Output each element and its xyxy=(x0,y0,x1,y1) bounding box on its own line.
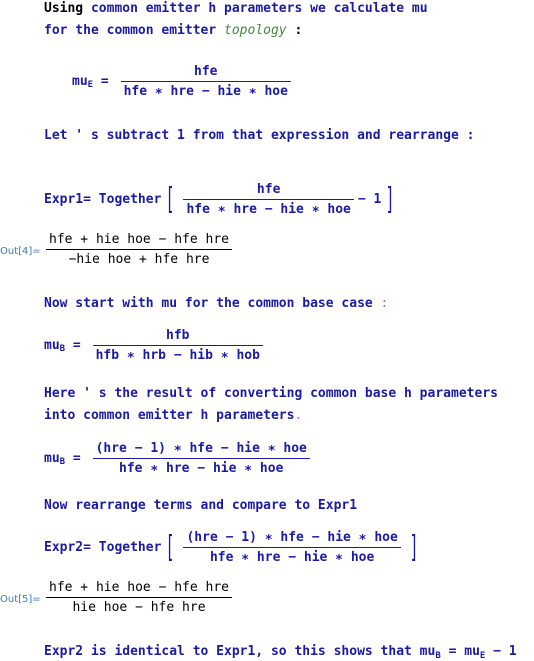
mub2-denominator: hfe ∗ hre − hie ∗ hoe xyxy=(119,461,284,477)
mub2-numerator: (hre − 1) ∗ hfe − hie ∗ hoe xyxy=(95,441,307,456)
right-bracket: ] xyxy=(385,181,395,217)
mub2-lhs: mu xyxy=(44,451,60,467)
intro-line2-b: : xyxy=(286,23,303,38)
expr1-together: = Together xyxy=(83,192,162,208)
mue-numerator: hfe xyxy=(194,64,218,79)
expr1-fraction xyxy=(183,182,353,217)
out4-fraction xyxy=(46,232,232,267)
mue-fraction xyxy=(121,64,291,99)
rearrange-text: Now rearrange terms and compare to Expr1 xyxy=(44,498,358,513)
out5-denominator: hie hoe − hfe hre xyxy=(72,600,206,616)
equals-sign: = xyxy=(65,338,89,354)
equals-sign: = xyxy=(93,74,117,90)
out5-fraction xyxy=(46,580,232,615)
common-base-colon: : xyxy=(372,296,389,311)
conclusion-sub-b: B xyxy=(435,651,441,661)
expr2-together: = Together xyxy=(83,540,162,556)
expr1-denominator: hfe ∗ hre − hie ∗ hoe xyxy=(186,202,351,218)
mub2-fraction xyxy=(93,441,310,476)
output-cell-out5[interactable] xyxy=(42,580,236,615)
mue-denominator: hfe ∗ hre − hie ∗ hoe xyxy=(123,84,288,100)
conclusion-text-b: = mu xyxy=(440,644,480,659)
text-cell-rearrange[interactable] xyxy=(44,498,357,513)
mub-denominator: hfb ∗ hrb − hib ∗ hob xyxy=(95,348,260,364)
expr1-numerator: hfe xyxy=(256,182,281,197)
mub2-subscript: B xyxy=(59,456,66,467)
expr2-fraction xyxy=(183,530,400,565)
mub-lhs: mu xyxy=(44,338,60,354)
conclusion-text-c: − 1 xyxy=(485,644,517,659)
input-cell-mue[interactable] xyxy=(72,64,295,99)
mue-lhs: mu xyxy=(72,74,88,90)
text-cell-convert-line2[interactable] xyxy=(44,408,302,423)
convert-period: . xyxy=(294,408,303,423)
mub-numerator: hfb xyxy=(166,328,190,343)
conclusion-text-a: Expr2 is identical to Expr1, so this shows that mu xyxy=(44,644,436,659)
expr2-lhs: Expr2 xyxy=(44,540,84,556)
text-cell-intro-line2[interactable] xyxy=(44,23,302,38)
input-cell-expr1[interactable] xyxy=(44,182,399,217)
topology-word: topology xyxy=(224,23,287,38)
mub-subscript: B xyxy=(59,343,66,354)
out4-denominator: −hie hoe + hfe hre xyxy=(68,252,210,268)
conclusion-sub-e: E xyxy=(479,651,486,661)
text-cell-intro[interactable] xyxy=(44,1,428,16)
out4-numerator: hfe + hie hoe − hfe hre xyxy=(49,232,230,247)
text-cell-convert[interactable] xyxy=(44,386,498,401)
input-cell-expr2[interactable] xyxy=(44,530,423,565)
convert-line2: into common emitter h parameters xyxy=(44,408,295,423)
expr1-lhs: Expr1 xyxy=(44,192,84,208)
intro-text-a: Using xyxy=(44,1,91,16)
text-cell-conclusion[interactable] xyxy=(44,644,517,659)
input-cell-mub-converted[interactable] xyxy=(44,441,314,476)
common-base-text: Now start with mu for the common base case xyxy=(44,296,373,311)
out5-label: Out[5]= xyxy=(0,594,41,605)
input-cell-mub[interactable] xyxy=(44,328,267,363)
right-bracket: ] xyxy=(409,529,419,565)
left-bracket: [ xyxy=(165,181,175,217)
text-cell-subtract[interactable] xyxy=(44,128,474,143)
equals-sign: = xyxy=(65,451,89,467)
out5-numerator: hfe + hie hoe − hfe hre xyxy=(49,580,230,595)
expr2-numerator: (hre − 1) ∗ hfe − hie ∗ hoe xyxy=(186,530,398,545)
output-cell-out4[interactable] xyxy=(42,232,236,267)
mue-subscript: E xyxy=(87,79,94,90)
intro-text-b: common emitter h parameters we calculate mu xyxy=(90,1,428,16)
out4-label: Out[4]= xyxy=(0,246,41,257)
mub-fraction xyxy=(93,328,263,363)
intro-line2-a: for the common emitter xyxy=(44,23,225,38)
left-bracket: [ xyxy=(165,529,175,565)
expr1-minus-one: − 1 xyxy=(357,192,382,208)
text-cell-common-base[interactable] xyxy=(44,296,388,311)
expr2-denominator: hfe ∗ hre − hie ∗ hoe xyxy=(209,550,375,566)
convert-line1: Here ' s the result of converting common base h parameters xyxy=(44,386,498,401)
subtract-text: Let ' s subtract 1 from that expression and rearrange : xyxy=(44,128,475,143)
